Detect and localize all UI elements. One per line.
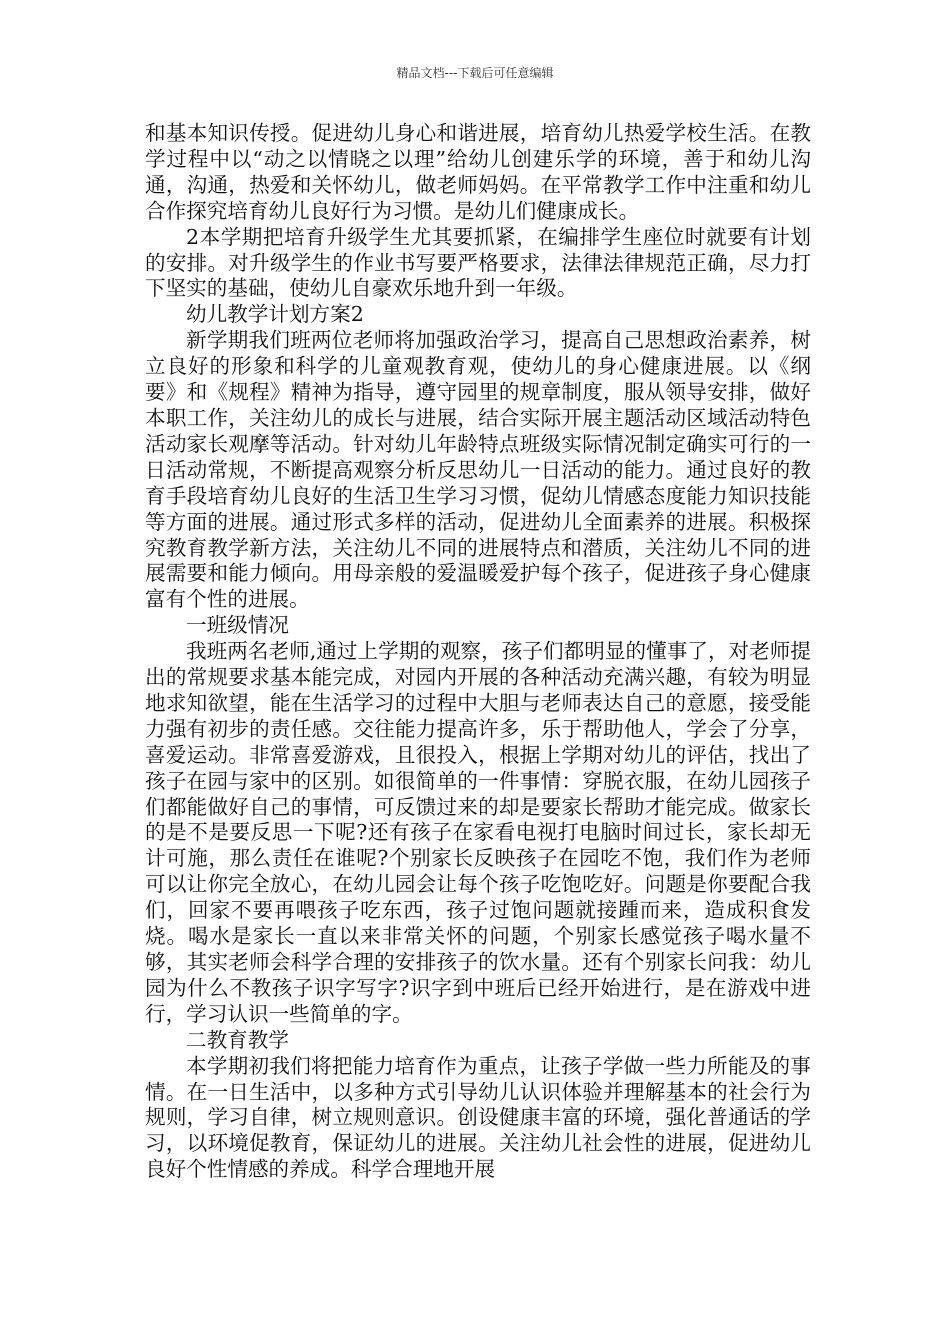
paragraph-continuation: 和基本知识传授。促进幼儿身心和谐进展，培育幼儿热爱学校生活。在教学过程中以“动之以情晓之以理”给幼儿创建乐学的环境，善于和幼儿沟通，沟通，热爱和关怀幼儿，做老师妈妈。在平常教学工作中注重和幼儿合作探究培育幼儿良好行为习惯。是幼儿们健康成长。 bbox=[145, 121, 811, 223]
document-body bbox=[145, 121, 811, 1183]
paragraph-intro: 新学期我们班两位老师将加强政治学习，提高自己思想政治素养，树立良好的形象和科学的儿童观教育观，使幼儿的身心健康进展。以《纲要》和《规程》精神为指导，遵守园里的规章制度，服从领导安排，做好本职工作，关注幼儿的成长与进展，结合实际开展主题活动区域活动特色活动家长观摩等活动。针对幼儿年龄特点班级实际情况制定确实可行的一日活动常规，不断提高观察分析反思幼儿一日活动的能力。通过良好的教育手段培育幼儿良好的生活卫生学习习惯，促幼儿情感态度能力知识技能等方面的进展。通过形式多样的活动，促进幼儿全面素养的进展。积极探究教育教学新方法，关注幼儿不同的进展特点和潜质，关注幼儿不同的进展需要和能力倾向。用母亲般的爱温暖爱护每个孩子，促进孩子身心健康富有个性的进展。 bbox=[145, 328, 811, 612]
section-heading-class-situation: 一班级情况 bbox=[186, 613, 289, 638]
section-title: 幼儿教学计划方案2 bbox=[186, 302, 364, 327]
section-heading-education: 二教育教学 bbox=[186, 1027, 289, 1052]
paragraph-item-2: 2本学期把培育升级学生尤其要抓紧，在编排学生座位时就要有计划的安排。对升级学生的作业书写要严格要求，法律法律规范正确，尽力打下坚实的基础，使幼儿自豪欢乐地升到一年级。 bbox=[145, 224, 811, 301]
paragraph-education: 本学期初我们将把能力培育作为重点，让孩子学做一些力所能及的事情。在一日生活中，以多种方式引导幼儿认识体验并理解基本的社会行为规则，学习自律，树立规则意识。创设健康丰富的环境，强化普通话的学习，以环境促教育，保证幼儿的进展。关注幼儿社会性的进展，促进幼儿良好个性情感的养成。科学合理地开展 bbox=[145, 1053, 811, 1182]
page-header: 精品文档---下载后可任意编辑 bbox=[396, 66, 554, 80]
paragraph-class-situation: 我班两名老师,通过上学期的观察，孩子们都明显的懂事了，对老师提出的常规要求基本能完成，对园内开展的各种活动充满兴趣，有较为明显地求知欲望，能在生活学习的过程中大胆与老师表达自己的意愿，接受能力强有初步的责任感。交往能力提高许多，乐于帮助他人，学会了分享，喜爱运动。非常喜爱游戏，且很投入，根据上学期对幼儿的评估，找出了孩子在园与家中的区别。如很简单的一件事情：穿脱衣服，在幼儿园孩子们都能做好自己的事情，可反馈过来的却是要家长帮助才能完成。做家长的是不是要反思一下呢?还有孩子在家看电视打电脑时间过长，家长却无计可施，那么责任在谁呢?个别家长反映孩子在园吃不饱，我们作为老师可以让你完全放心，在幼儿园会让每个孩子吃饱吃好。问题是你要配合我们，回家不要再喂孩子吃东西，孩子过饱问题就接踵而来，造成积食发烧。喝水是家长一直以来非常关怀的问题，个别家长感觉孩子喝水量不够，其实老师会科学合理的安排孩子的饮水量。还有个别家长问我：幼儿园为什么不教孩子识字写字?识字到中班后已经开始进行，是在游戏中进行，学习认识一些简单的字。 bbox=[145, 639, 811, 1026]
